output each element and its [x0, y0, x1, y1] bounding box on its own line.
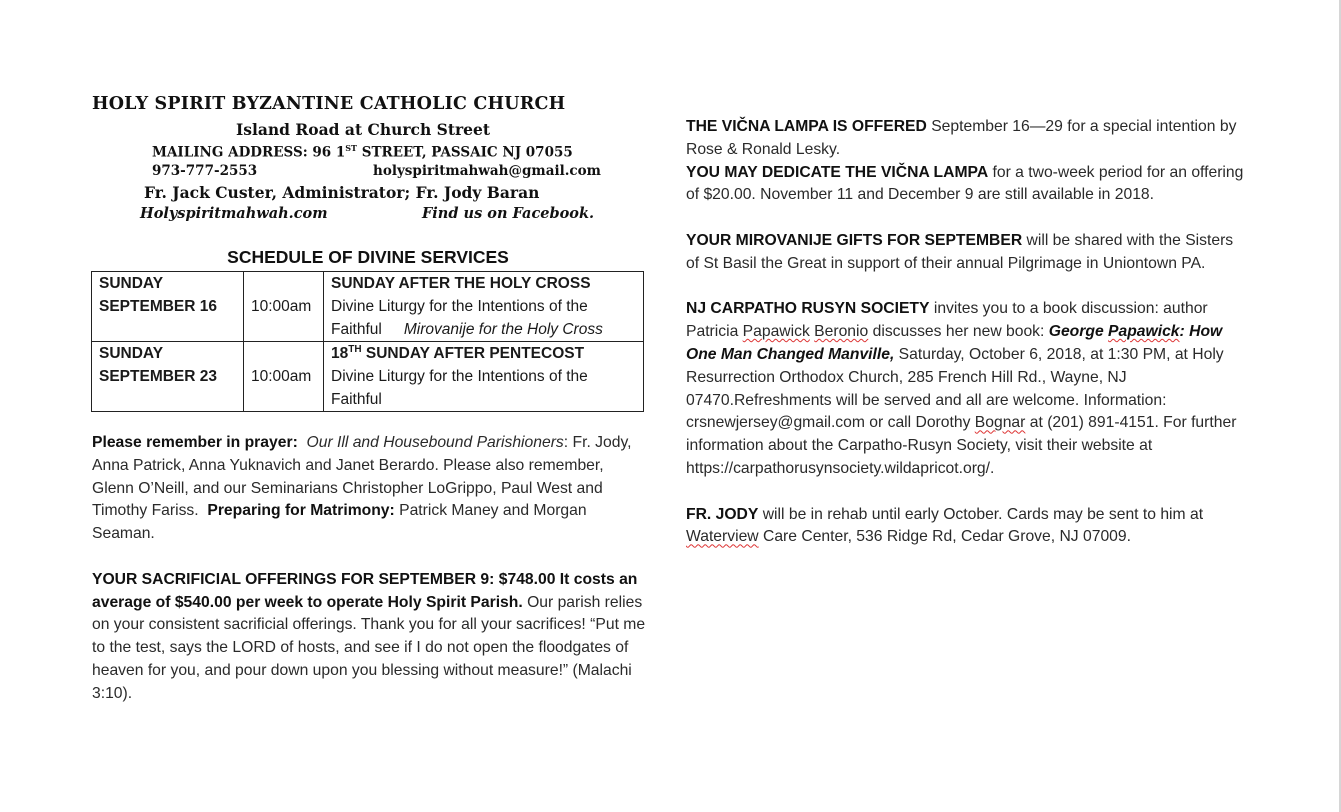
email-address: holyspiritmahwah@gmail.com: [373, 163, 601, 179]
book-title-part: George: [1048, 323, 1109, 341]
jody-text: will be in rehab until early October. Cards may be sent to him at: [758, 505, 1204, 523]
lampa-dedicate-heading: YOU MAY DEDICATE THE VIČNA LAMPA: [686, 163, 989, 181]
mailing-ordinal: ST: [345, 143, 358, 153]
table-row: [92, 342, 644, 412]
offerings-paragraph: [92, 569, 648, 706]
service-name: [331, 272, 636, 295]
rusyn-paragraph: [686, 298, 1246, 480]
service-note: Mirovanije for the Holy Cross: [403, 321, 603, 338]
schedule-day: SUNDAY: [99, 275, 164, 292]
mirovanije-heading: YOUR MIROVANIJE GIFTS FOR SEPTEMBER: [686, 231, 1023, 249]
left-column: [92, 432, 648, 706]
prayer-paragraph: [92, 432, 648, 546]
mailing-address: [152, 143, 573, 161]
service-liturgy: Divine Liturgy for the Intentions of the Faithful: [331, 298, 588, 338]
mirovanije-text: will be shared with the Sisters of St Basil the Great in support of their annual Pilgrimage in Uniontown PA.: [686, 231, 1234, 272]
prayer-heading: Please remember in prayer:: [92, 434, 298, 451]
schedule-date: SEPTEMBER 16: [99, 298, 218, 315]
mailing-suffix: STREET, PASSAIC NJ 07055: [357, 144, 573, 161]
service-number: 18: [331, 345, 349, 362]
book-title-part: : How One Man Changed Manville,: [686, 323, 1223, 363]
paragraph-gap: [686, 207, 1246, 230]
rusyn-text: invites you to a book discussion: author Patricia: [686, 300, 1208, 341]
lampa-dedicate-text: for a two-week period for an offering of $20.00. November 11 and December 9 are still available in 2018.: [686, 163, 1244, 204]
lampa-text: September 16—29 for a special intention by Rose & Ronald Lesky.: [686, 118, 1237, 158]
website: Holyspiritmahwah.com: [140, 205, 328, 222]
jody-paragraph: [686, 504, 1246, 550]
matrimony-text: Patrick Maney and Morgan Seaman.: [92, 502, 587, 543]
rusyn-text: discusses her new book:: [868, 323, 1049, 341]
schedule-title: SCHEDULE OF DIVINE SERVICES: [227, 247, 509, 267]
mailing-prefix: MAILING ADDRESS: 96 1: [152, 144, 346, 161]
church-name: HOLY SPIRIT BYZANTINE CATHOLIC CHURCH: [92, 94, 566, 114]
schedule-service-cell: [324, 272, 644, 342]
paragraph-gap: [686, 276, 1246, 299]
service-title: SUNDAY AFTER PENTECOST: [361, 345, 585, 362]
author-surname: Papawick: [742, 323, 810, 341]
prayer-group: Our Ill and Housebound Parishioners: [306, 434, 564, 451]
rusyn-text: at (201) 891-4151. For further information about the Carpatho-Rusyn Society, visit their website at https://carpathorusynsociety.wildapricot.org/.: [686, 414, 1237, 477]
rusyn-text: Saturday, October 6, 2018, at 1:30 PM, at Holy Resurrection Orthodox Church, 285 French Hill Rd., Wayne, NJ 07470.Refreshments will be served and all are welcome. Information: crsnewjersey@gmail.com or call Dorothy: [686, 345, 1224, 432]
book-title-surname: Papawick: [1108, 323, 1180, 341]
offerings-text: Our parish relies on your consistent sacrificial offerings. Thank you for all your sacrifices! “Put me to the test, says the LORD of hosts, and see if I do not open the floodgates of heaven for you, and pour down upon you blessing without measure!” (Malachi 3:10).: [92, 593, 646, 702]
schedule-table: [91, 271, 644, 412]
schedule-day: SUNDAY: [99, 345, 164, 362]
mirovanije-paragraph: [686, 230, 1246, 276]
offerings-heading: YOUR SACRIFICIAL OFFERINGS FOR SEPTEMBER 9: $748.00 It costs an average of $540.00 per week to operate Holy Spirit Parish.: [92, 570, 638, 611]
care-center-name: Waterview: [686, 528, 759, 546]
paragraph-gap: [92, 546, 648, 569]
facebook-note: Find us on Facebook.: [422, 205, 595, 222]
matrimony-heading: Preparing for Matrimony:: [207, 502, 395, 520]
schedule-date: SEPTEMBER 23: [99, 368, 218, 385]
right-column: [686, 116, 1246, 549]
jody-heading: FR. JODY: [686, 505, 759, 523]
rusyn-heading: NJ CARPATHO RUSYN SOCIETY: [686, 300, 930, 318]
schedule-service-cell: [324, 342, 644, 412]
service-liturgy: Divine Liturgy for the Intentions of the Faithful: [331, 368, 588, 408]
schedule-day-cell: [92, 272, 244, 342]
jody-text: Care Center, 536 Ridge Rd, Cedar Grove, NJ 07009.: [758, 528, 1131, 546]
phone-number: 973-777-2553: [152, 163, 258, 179]
schedule-day-cell: [92, 342, 244, 412]
service-name: [331, 342, 636, 365]
service-ordinal: TH: [348, 343, 362, 355]
church-address: Island Road at Church Street: [236, 120, 491, 139]
schedule-time: 10:00am: [244, 272, 324, 342]
contact-surname: Bognar: [974, 414, 1026, 432]
clergy-line: Fr. Jack Custer, Administrator; Fr. Jody Baran: [144, 183, 540, 202]
lampa-dedicate-paragraph: [686, 162, 1246, 208]
author-surname-2: Beronio: [814, 323, 869, 341]
lampa-paragraph: [686, 116, 1246, 162]
service-title: SUNDAY AFTER THE HOLY CROSS: [331, 275, 591, 292]
paragraph-gap: [686, 481, 1246, 504]
schedule-time: 10:00am: [244, 342, 324, 412]
table-row: [92, 272, 644, 342]
lampa-heading: THE VIČNA LAMPA IS OFFERED: [686, 118, 927, 135]
prayer-text: : Fr. Jody, Anna Patrick, Anna Yuknavich and Janet Berardo. Please also remember, Glenn O’Neill, and our Seminarians Christopher LoGrippo, Paul West and Timothy Fariss.: [92, 434, 632, 520]
